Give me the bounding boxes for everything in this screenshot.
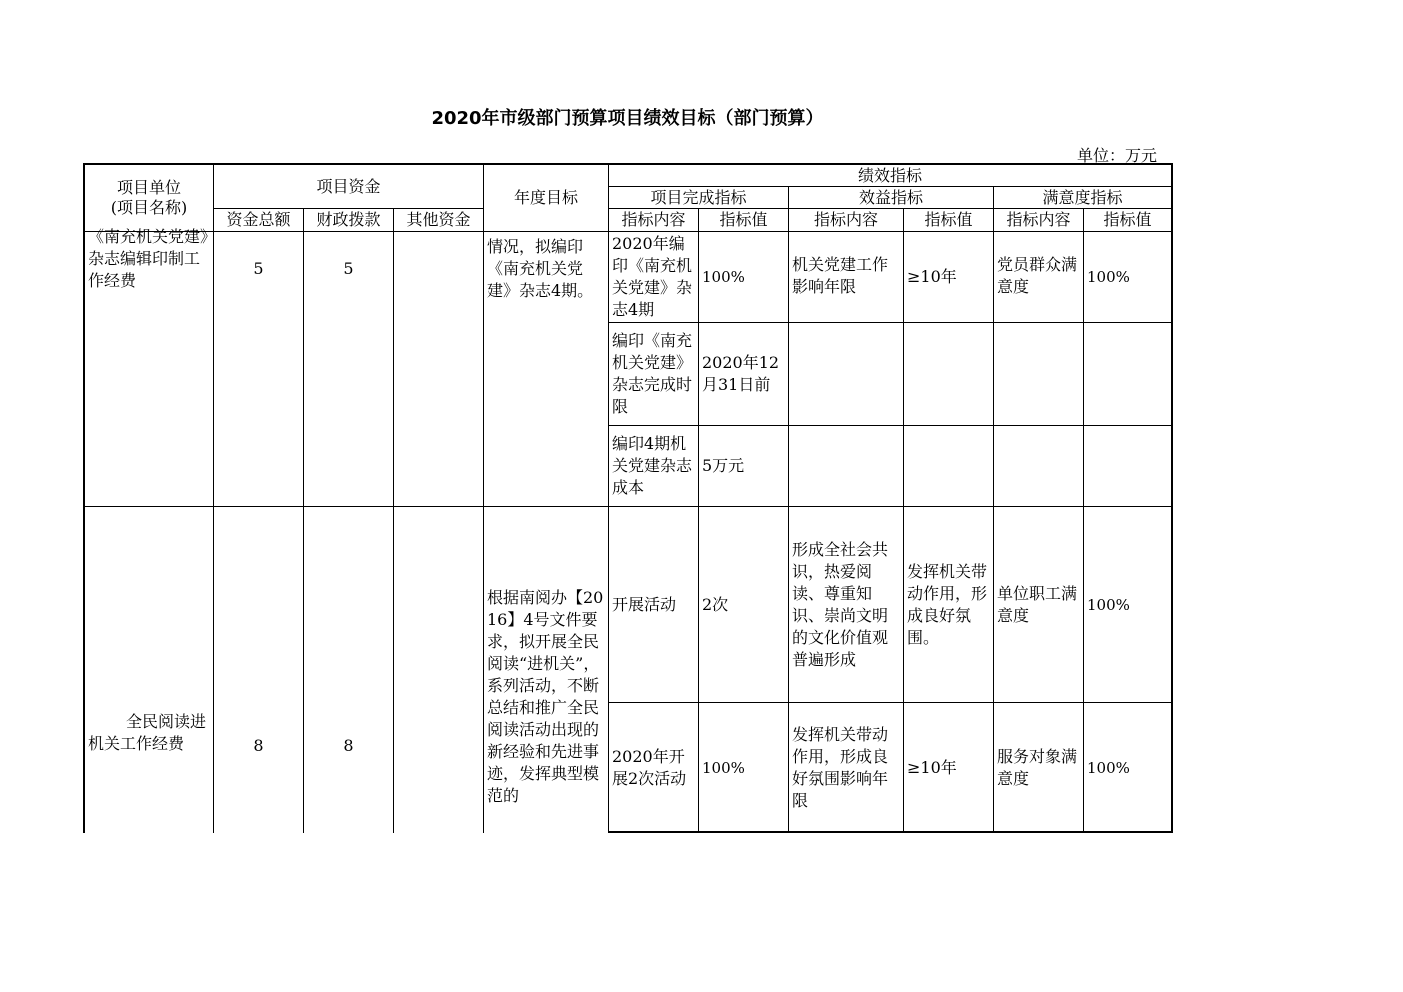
s-value-1-2 [1084, 323, 1171, 426]
header-annual-goal: 年度目标 [484, 165, 609, 232]
header-satisfaction: 满意度指标 [994, 187, 1171, 209]
s-value-1-1: 100% [1084, 232, 1171, 323]
header-c-value: 指标值 [699, 209, 789, 232]
header-b-value: 指标值 [904, 209, 994, 232]
header-s-content: 指标内容 [994, 209, 1084, 232]
s-content-1-1: 党员群众满意度 [994, 232, 1084, 323]
goal-1: 情况，拟编印《南充机关党建》杂志4期。 [484, 232, 609, 507]
fiscal-1: 5 [304, 232, 394, 507]
b-value-1-3 [904, 426, 994, 507]
c-value-1-1: 100% [699, 232, 789, 323]
c-content-2-1: 开展活动 [609, 507, 699, 703]
header-funds: 项目资金 [214, 165, 484, 209]
project-name-1: 《南充机关党建》杂志编辑印制工作经费 [85, 224, 214, 507]
b-value-1-1: ≥10年 [904, 232, 994, 323]
b-content-2-1: 形成全社会共识，热爱阅读、尊重知识、崇尚文明的文化价值观普遍形成 [789, 507, 904, 703]
s-content-2-2: 服务对象满意度 [994, 703, 1084, 833]
s-content-2-1: 单位职工满意度 [994, 507, 1084, 703]
s-value-2-2: 100% [1084, 703, 1171, 833]
goal-2: 根据南阅办【2016】4号文件要求，拟开展全民阅读“进机关”，系列活动，不断总结和推广全民阅读活动出现的新经验和先进事迹，发挥典型模范的 [484, 507, 609, 833]
c-content-1-1: 2020年编印《南充机关党建》杂志4期 [609, 232, 699, 323]
s-value-2-1: 100% [1084, 507, 1171, 703]
c-value-2-2: 100% [699, 703, 789, 833]
b-content-2-2: 发挥机关带动作用，形成良好氛围影响年限 [789, 703, 904, 833]
s-value-1-3 [1084, 426, 1171, 507]
header-s-value: 指标值 [1084, 209, 1171, 232]
page-title: 2020年市级部门预算项目绩效目标（部门预算） [431, 108, 824, 129]
b-content-1-3 [789, 426, 904, 507]
b-value-2-2: ≥10年 [904, 703, 994, 833]
table-bottom-border [609, 831, 1171, 833]
b-value-2-1: 发挥机关带动作用，形成良好氛围。 [904, 507, 994, 703]
total-1: 5 [214, 232, 304, 507]
c-value-2-1: 2次 [699, 507, 789, 703]
unit-label: 单位：万元 [1077, 146, 1158, 165]
header-c-content: 指标内容 [609, 209, 699, 232]
header-project-unit-label: 项目单位 [116, 178, 181, 197]
b-content-1-2 [789, 323, 904, 426]
b-content-1-1: 机关党建工作影响年限 [789, 232, 904, 323]
performance-table [83, 163, 1173, 833]
c-content-2-2: 2020年开展2次活动 [609, 703, 699, 833]
header-performance: 绩效指标 [609, 165, 1171, 187]
header-project-unit [85, 165, 214, 232]
other-2 [394, 507, 484, 833]
c-content-1-2: 编印《南充机关党建》杂志完成时限 [609, 323, 699, 426]
s-content-1-3 [994, 426, 1084, 507]
b-value-1-2 [904, 323, 994, 426]
fiscal-2: 8 [304, 507, 394, 833]
c-value-1-3: 5万元 [699, 426, 789, 507]
other-1 [394, 232, 484, 507]
c-value-1-2: 2020年12月31日前 [699, 323, 789, 426]
header-total: 资金总额 [214, 209, 304, 232]
header-benefit: 效益指标 [789, 187, 994, 209]
project-name-2: 全民阅读进机关工作经费 [85, 507, 214, 833]
header-project-name-label: (项目名称) [110, 198, 188, 217]
c-content-1-3: 编印4期机关党建杂志成本 [609, 426, 699, 507]
header-completion: 项目完成指标 [609, 187, 789, 209]
s-content-1-2 [994, 323, 1084, 426]
header-b-content: 指标内容 [789, 209, 904, 232]
header-fiscal: 财政拨款 [304, 209, 394, 232]
header-other: 其他资金 [394, 209, 484, 232]
total-2: 8 [214, 507, 304, 833]
